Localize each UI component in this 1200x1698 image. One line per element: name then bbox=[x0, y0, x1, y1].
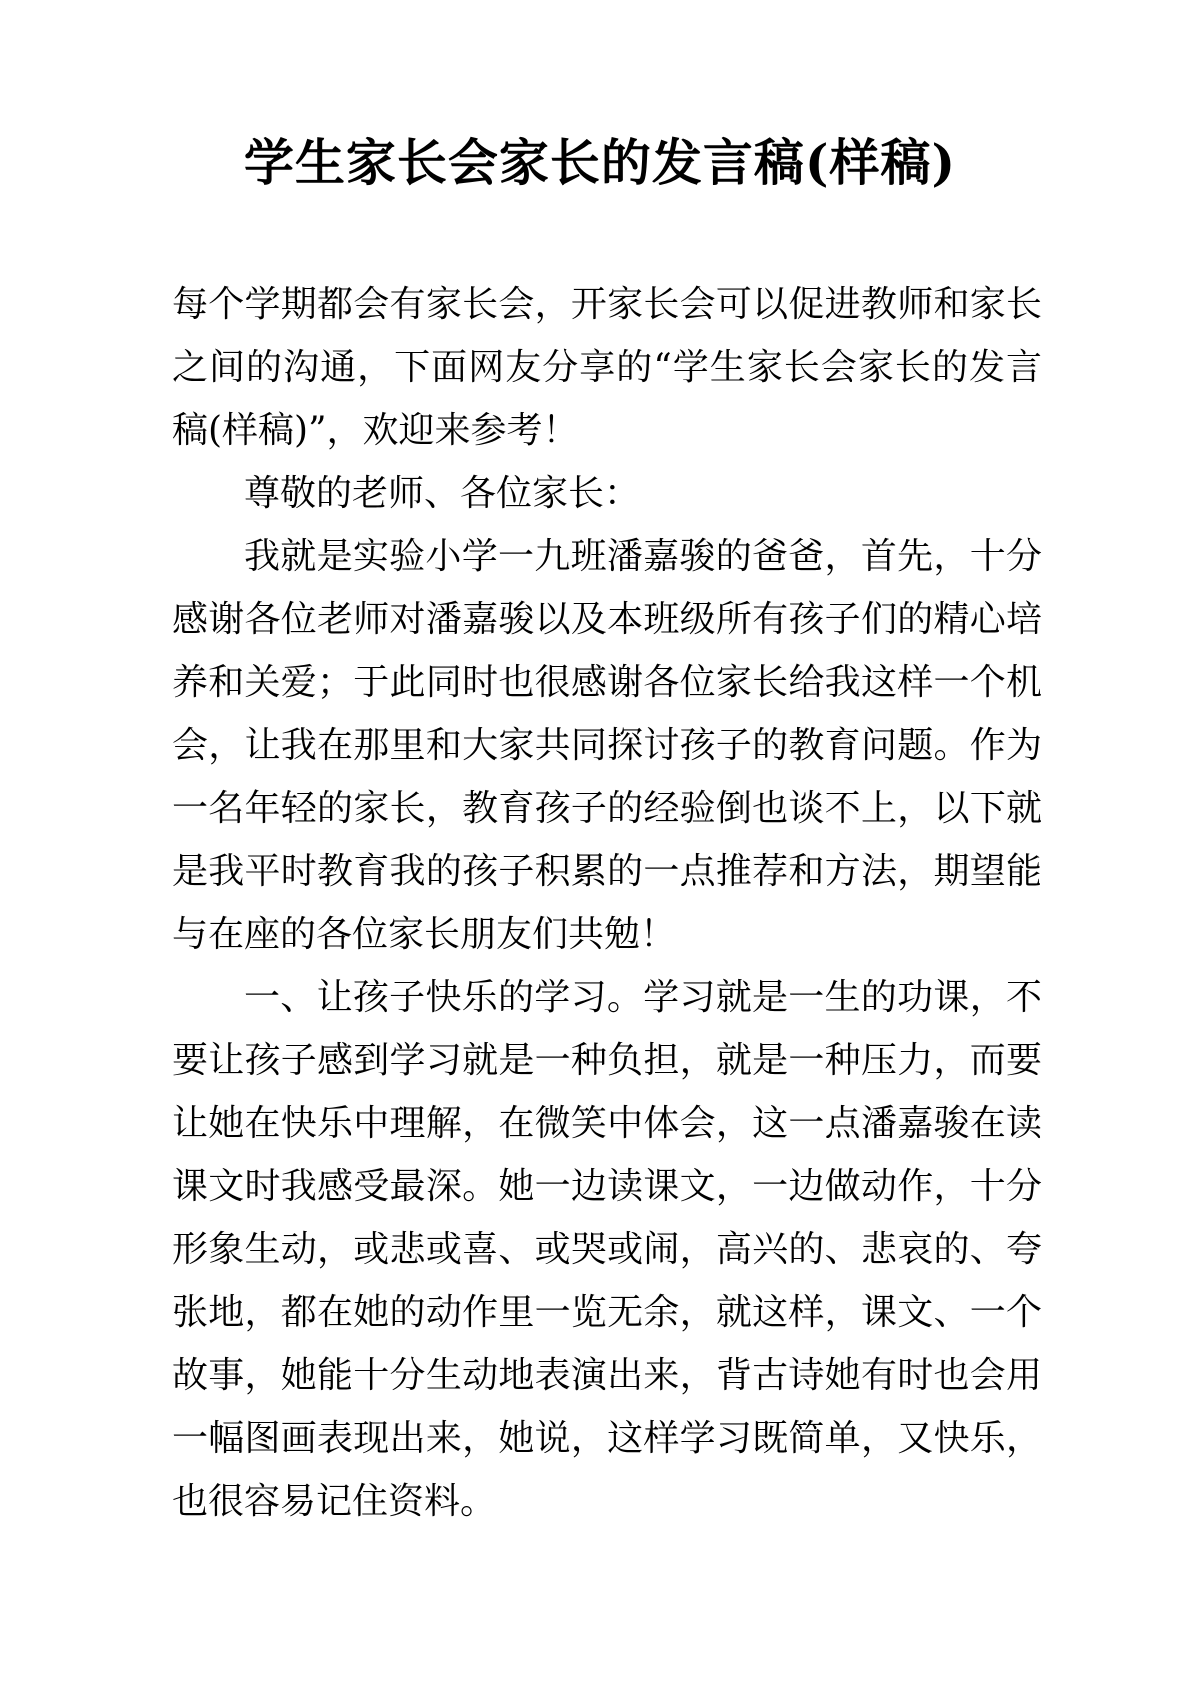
document-body bbox=[172, 273, 1042, 1533]
document-title: 学生家长会家长的发言稿(样稿) bbox=[243, 133, 957, 192]
salutation-paragraph: 尊敬的老师、各位家长： bbox=[244, 473, 641, 514]
intro-paragraph: 每个学期都会有家长会，开家长会可以促进教师和家长之间的沟通，下面网友分享的“学生家长会家长的发言稿(样稿)”，欢迎来参考！ bbox=[172, 284, 1042, 451]
point-one-paragraph: 一、让孩子快乐的学习。学习就是一生的功课，不要让孩子感到学习就是一种负担，就是一种压力，而要让她在快乐中理解，在微笑中体会，这一点潘嘉骏在读课文时我感受最深。她一边读课文，一边做动作，十分形象生动，或悲或喜、或哭或闹，高兴的、悲哀的、夸张地，都在她的动作里一览无余，就这样，课文、一个故事，她能十分生动地表演出来，背古诗她有时也会用一幅图画表现出来，她说，这样学习既简单，又快乐，也很容易记住资料。 bbox=[172, 977, 1042, 1522]
self-introduction-paragraph: 我就是实验小学一九班潘嘉骏的爸爸，首先，十分感谢各位老师对潘嘉骏以及本班级所有孩子们的精心培养和关爱；于此同时也很感谢各位家长给我这样一个机会，让我在那里和大家共同探讨孩子的教育问题。作为一名年轻的家长，教育孩子的经验倒也谈不上，以下就是我平时教育我的孩子积累的一点推荐和方法，期望能与在座的各位家长朋友们共勉！ bbox=[172, 536, 1042, 955]
